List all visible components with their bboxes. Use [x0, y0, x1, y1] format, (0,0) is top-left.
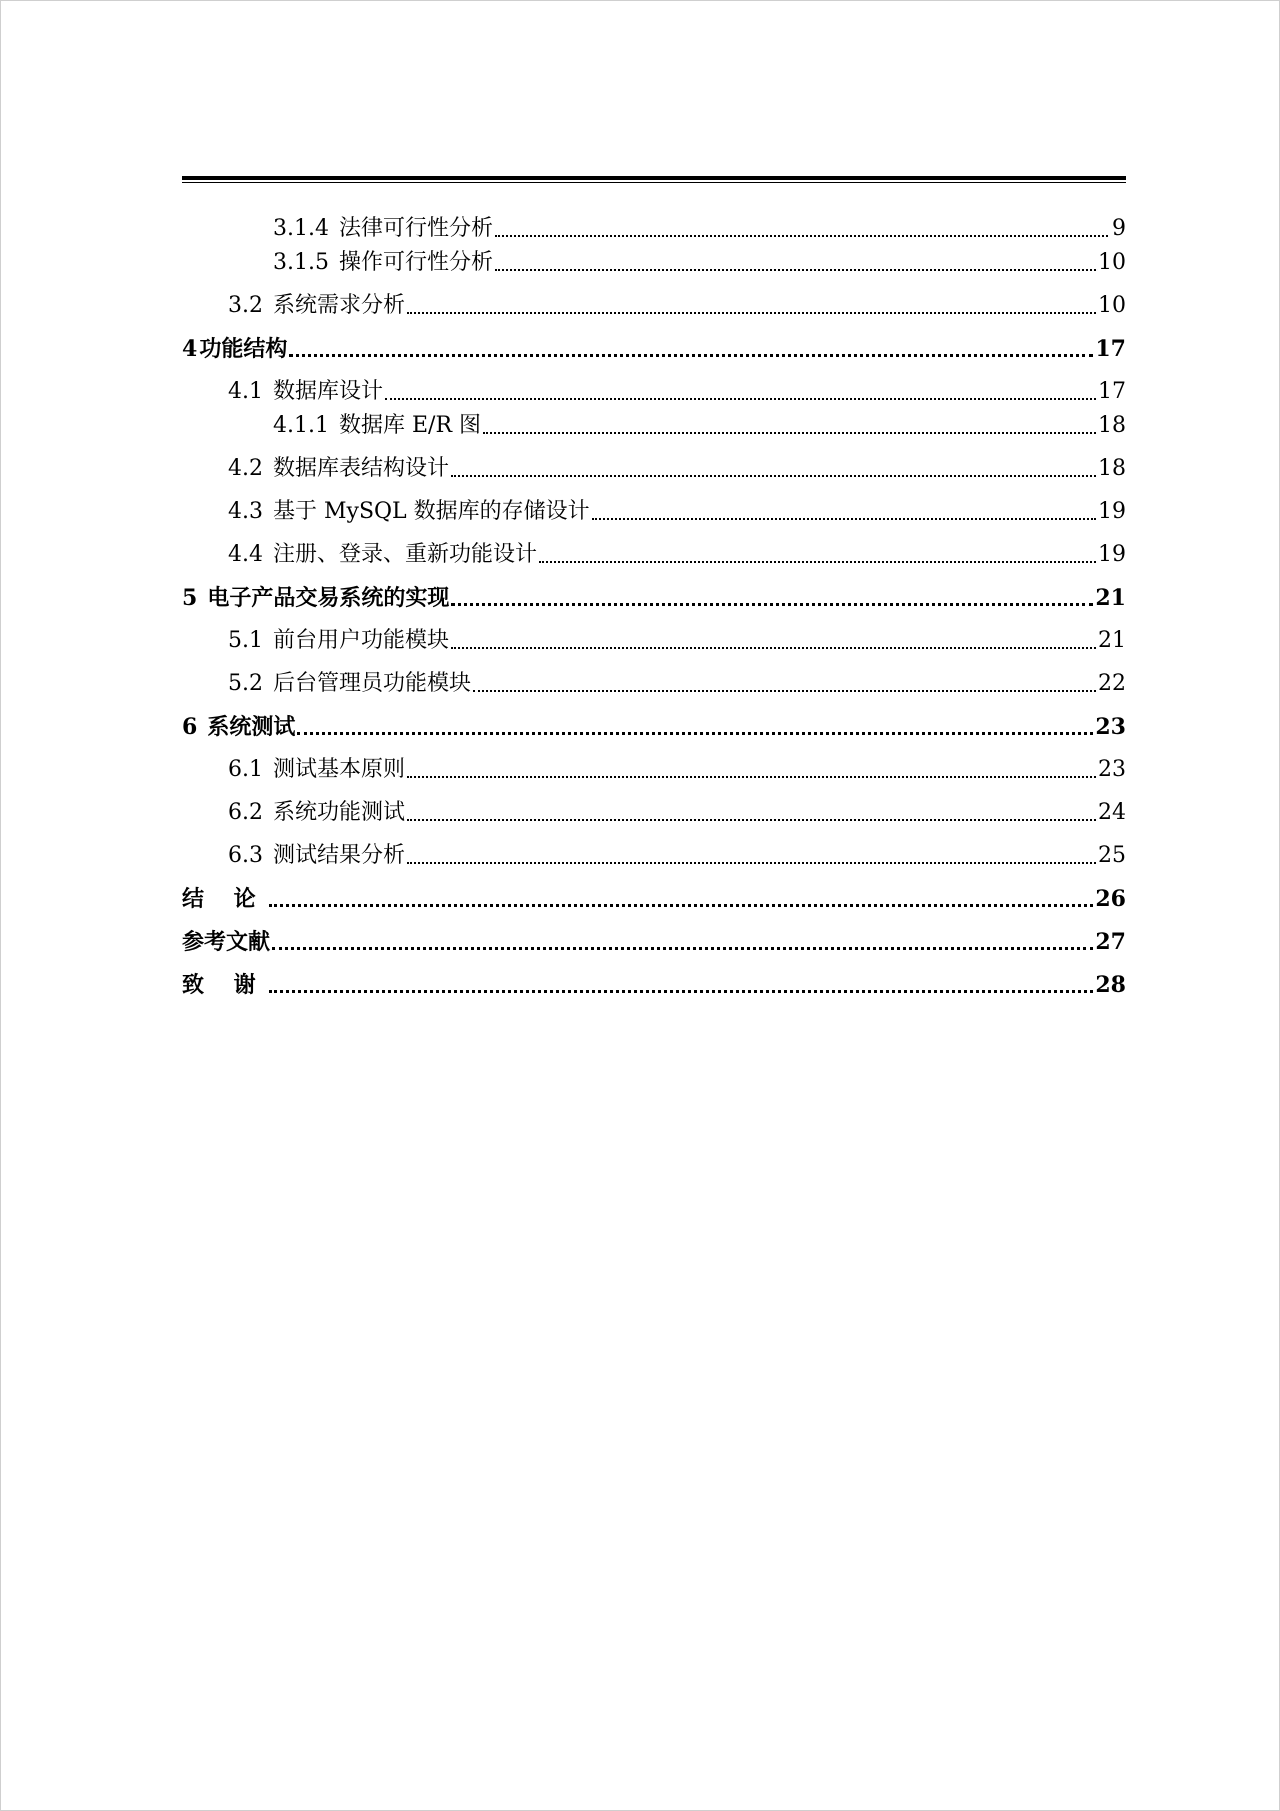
toc-entry-page: 19	[1098, 499, 1126, 524]
toc-entry-5-2[interactable]	[182, 654, 1126, 697]
toc-entry-number: 4.1	[228, 379, 263, 404]
toc-entry-title: 结 论	[182, 886, 267, 912]
toc-entry-4-3[interactable]	[182, 482, 1126, 525]
toc-entry-4-4[interactable]	[182, 525, 1126, 568]
toc-entry-4-1[interactable]	[182, 362, 1126, 405]
toc-entry-number: 4.4	[228, 542, 263, 567]
toc-entry-number: 4.2	[228, 456, 263, 481]
toc-entry-page: 17	[1098, 379, 1126, 404]
toc-entry-page: 21	[1098, 628, 1126, 653]
toc-entry-number: 6.2	[228, 800, 263, 825]
toc-entry-title: 基于 MySQL 数据库的存储设计	[273, 499, 590, 524]
toc-dot-leader	[592, 517, 1096, 520]
toc-dot-leader	[483, 431, 1096, 434]
toc-entry-page: 24	[1098, 800, 1126, 825]
toc-entry-3-1-5[interactable]	[182, 242, 1126, 276]
toc-entry-acknowledgements[interactable]	[182, 955, 1126, 998]
toc-dot-leader	[269, 989, 1094, 993]
toc-entry-page: 26	[1095, 886, 1126, 912]
toc-dot-leader	[269, 903, 1094, 907]
toc-entry-title: 前台用户功能模块	[273, 628, 450, 653]
toc-dot-leader	[407, 861, 1096, 864]
toc-entry-number: 3.1.5	[273, 250, 329, 275]
toc-entry-number: 4	[182, 336, 198, 362]
header-rule	[182, 176, 1126, 180]
toc-dot-leader	[473, 689, 1096, 692]
toc-entry-page: 25	[1098, 843, 1126, 868]
toc-entry-number: 5	[182, 585, 198, 611]
toc-entry-6-2[interactable]	[182, 783, 1126, 826]
toc-entry-references[interactable]	[182, 912, 1126, 955]
toc-dot-leader	[297, 731, 1093, 735]
toc-entry-number: 5.1	[228, 628, 263, 653]
toc-entry-title: 参考文献	[182, 929, 271, 955]
toc-entry-number: 3.2	[228, 293, 263, 318]
toc-entry-number: 5.2	[228, 671, 263, 696]
toc-entry-title: 系统测试	[207, 714, 296, 740]
toc-entry-title: 操作可行性分析	[338, 250, 493, 275]
toc-entry-4-1-1[interactable]	[182, 405, 1126, 439]
toc-entry-5-1[interactable]	[182, 611, 1126, 654]
toc-entry-5[interactable]	[182, 568, 1126, 611]
toc-entry-6[interactable]	[182, 697, 1126, 740]
toc-dot-leader	[385, 397, 1096, 400]
toc-entry-number: 4.1.1	[273, 413, 329, 438]
toc-entry-title: 数据库设计	[273, 379, 384, 404]
header-rule-thin	[182, 182, 1126, 183]
toc-dot-leader	[451, 602, 1093, 606]
toc-entry-number: 6.1	[228, 757, 263, 782]
toc-entry-page: 21	[1095, 585, 1126, 611]
toc-dot-leader	[272, 946, 1093, 950]
toc-entry-page: 19	[1098, 542, 1126, 567]
toc-entry-page: 18	[1098, 456, 1126, 481]
toc-entry-title: 测试结果分析	[273, 843, 406, 868]
toc-entry-title: 数据库表结构设计	[273, 456, 450, 481]
toc-entry-title: 功能结构	[199, 336, 288, 362]
toc-entry-number: 4.3	[228, 499, 263, 524]
toc-dot-leader	[495, 234, 1108, 237]
toc-dot-leader	[539, 560, 1096, 563]
toc-dot-leader	[407, 311, 1096, 314]
toc-entry-6-1[interactable]	[182, 740, 1126, 783]
toc-entry-title: 系统功能测试	[273, 800, 406, 825]
toc-dot-leader	[495, 268, 1096, 271]
toc-entry-3-1-4[interactable]	[182, 210, 1126, 242]
toc-entry-title: 数据库 E/R 图	[338, 413, 482, 438]
toc-entry-page: 10	[1098, 293, 1126, 318]
toc-entry-6-3[interactable]	[182, 826, 1126, 869]
toc-entry-number: 6	[182, 714, 198, 740]
toc-dot-leader	[407, 775, 1096, 778]
toc-entry-title: 电子产品交易系统的实现	[207, 585, 450, 611]
toc-entry-page: 17	[1095, 336, 1126, 362]
toc-entry-page: 10	[1098, 250, 1126, 275]
toc-entry-page: 23	[1098, 757, 1126, 782]
toc-dot-leader	[289, 353, 1093, 357]
toc-entry-title: 系统需求分析	[273, 293, 406, 318]
toc-entry-title: 致 谢	[182, 972, 267, 998]
toc-entry-title: 后台管理员功能模块	[273, 671, 472, 696]
toc-entry-3-2[interactable]	[182, 276, 1126, 319]
toc-entry-4-2[interactable]	[182, 439, 1126, 482]
toc-entry-conclusion[interactable]	[182, 869, 1126, 912]
toc-entry-page: 18	[1098, 413, 1126, 438]
toc-entry-page: 27	[1095, 929, 1126, 955]
toc-entry-page: 23	[1095, 714, 1126, 740]
toc-entry-page: 9	[1112, 216, 1126, 241]
toc-dot-leader	[407, 818, 1096, 821]
toc-dot-leader	[451, 474, 1096, 477]
toc-entry-title: 注册、登录、重新功能设计	[273, 542, 538, 567]
toc-entry-page: 22	[1098, 671, 1126, 696]
toc-entry-page: 28	[1095, 972, 1126, 998]
toc-dot-leader	[451, 646, 1096, 649]
toc-entry-title: 测试基本原则	[273, 757, 406, 782]
toc-entry-title: 法律可行性分析	[338, 216, 493, 241]
toc-entry-4[interactable]	[182, 319, 1126, 362]
toc-entry-number: 6.3	[228, 843, 263, 868]
table-of-contents	[182, 210, 1126, 998]
toc-entry-number: 3.1.4	[273, 216, 329, 241]
